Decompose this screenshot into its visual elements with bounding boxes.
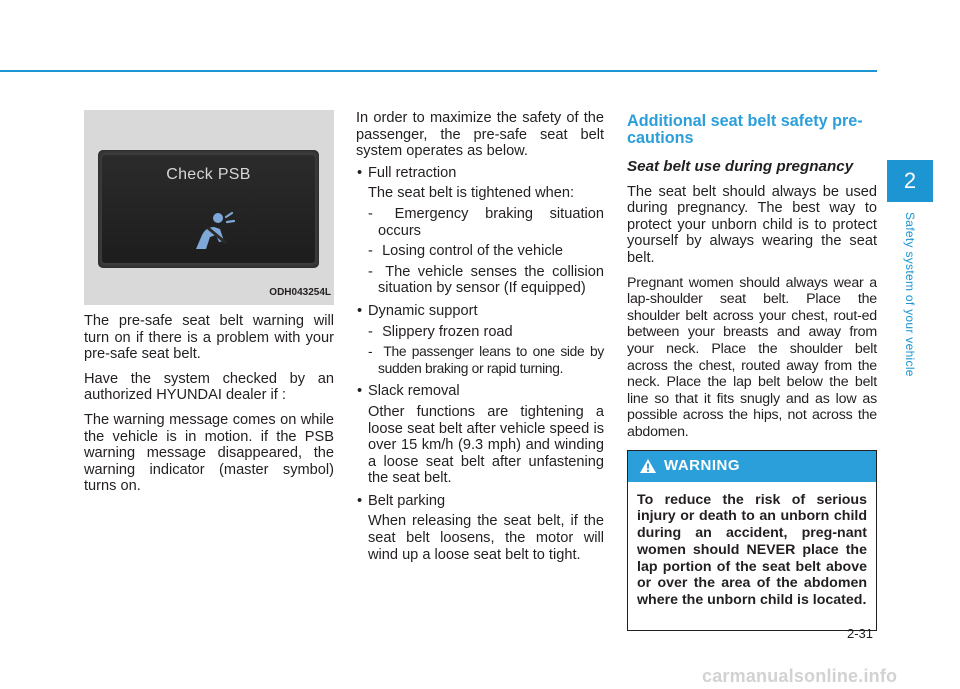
seatbelt-warning-icon (186, 211, 236, 251)
left-paragraph-1: The pre-safe seat belt warning will turn on if there is a problem with your pre-safe seat belt. (84, 313, 334, 363)
instrument-cluster-figure (84, 110, 334, 305)
bullet-description: The seat belt is tightened when: (368, 185, 575, 202)
sub-list (356, 206, 604, 297)
cluster-screen (102, 155, 315, 263)
cluster-display (98, 150, 319, 268)
bullet-title: • Slack removal (356, 383, 604, 400)
sub-item: - Losing control of the vehicle (368, 243, 563, 260)
warning-triangle-icon (640, 459, 656, 473)
header-rule (0, 70, 877, 72)
middle-intro: In order to maximize the safety of the passenger, the pre-safe seat belt system operates as below. (356, 110, 604, 160)
bullet-title: • Dynamic support (356, 303, 604, 320)
sub-item: - Slippery frozen road (368, 323, 513, 340)
page-number: 2-31 (847, 626, 874, 641)
bullet-title: • Belt parking (356, 493, 604, 510)
chapter-title: Safety system of your vehicle (903, 212, 917, 377)
bullet-title: • Full retraction (356, 165, 604, 182)
sub-item: - The vehicle senses the collision situation by sensor (If equipped) (368, 263, 604, 297)
left-paragraph-2: Have the system checked by an authorized HYUNDAI dealer if : (84, 370, 334, 404)
list-item (356, 493, 604, 563)
left-paragraph-3: The warning message comes on while the vehicle is in motion. if the PSB warning message disappeared, the warning indicator (master symbol) turns on. (84, 411, 334, 495)
right-paragraph-2: Pregnant women should always wear a lap-shoulder seat belt. Place the shoulder belt across your chest, rout-ed between your breasts and away from your neck. Place the shoulder belt across the chest, routed away from the neck. Place the lap belt below the belt line so that it fits snugly and as low as possible across the hips, not across the abdomen. (627, 274, 877, 440)
warning-text: To reduce the risk of serious injury or death to an unborn child during an accident, preg-nant women should NEVER place the lap portion of the seat belt above or over the area of the abdomen where the unborn child is located. (637, 491, 867, 609)
sub-item: - The passenger leans to one side by sudden braking or rapid turning. (368, 344, 604, 376)
middle-column (356, 110, 604, 569)
sub-list (356, 324, 604, 378)
cluster-message: Check PSB (166, 166, 251, 183)
watermark-text: carmanualsonline.info (702, 666, 898, 686)
bullet-description: When releasing the seat belt, if the seat belt loosens, the motor will wind up a loose seat belt to tight. (368, 513, 604, 563)
list-item (356, 165, 604, 297)
section-title: Additional seat belt safety pre-cautions (627, 112, 863, 147)
list-item (356, 303, 604, 377)
warning-label: WARNING (664, 456, 740, 474)
feature-list (356, 165, 604, 563)
right-column (627, 113, 877, 631)
chapter-tab: 2 (887, 160, 933, 202)
figure-code: ODH043254L (269, 287, 331, 299)
bullet-description: Other functions are tightening a loose seat belt after vehicle speed is over 15 km/h (9.3 mph) and winding a loose seat belt after unfastening the seat belt. (368, 403, 604, 487)
subsection-title: Seat belt use during pregnancy (627, 158, 854, 175)
list-item (356, 383, 604, 487)
right-paragraph-1: The seat belt should always be used during pregnancy. The best way to protect your unborn child is to protect yourself by always wearing the seat belt. (627, 183, 877, 266)
warning-header (628, 451, 876, 482)
sub-item: - Emergency braking situation occurs (368, 205, 604, 239)
left-column (84, 110, 334, 503)
warning-box (627, 450, 877, 631)
